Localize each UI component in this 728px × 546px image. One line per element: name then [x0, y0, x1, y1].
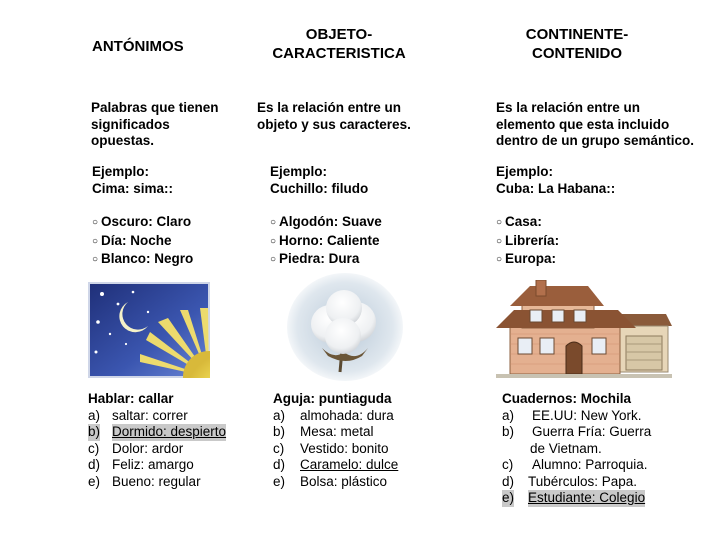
bullet-icon: ○ [270, 235, 277, 247]
definition-objeto [257, 100, 411, 133]
option-item: ○ Algodón: Suave [270, 214, 382, 229]
definition-line: significados [91, 116, 170, 132]
definition-line: Es la relación entre un [257, 100, 402, 115]
answer-item-selected[interactable] [273, 457, 433, 474]
answer-item[interactable] [502, 408, 692, 425]
answer-text: Bolsa: plástico [300, 473, 388, 489]
answer-text: Feliz: amargo [112, 457, 194, 472]
answer-text: almohada: dura [300, 407, 394, 423]
option-item: ○ Blanco: Negro [92, 251, 194, 266]
answer-letter: a) [502, 407, 515, 423]
header-objeto-caracteristica [256, 25, 422, 63]
question-title: Aguja: puntiaguda [273, 391, 392, 406]
answer-text-continuation: de Vietnam. [530, 440, 602, 456]
answer-text: Dormido: despierto [112, 424, 227, 439]
answer-item-selected[interactable] [88, 424, 248, 441]
answer-item[interactable] [502, 457, 692, 474]
answer-item[interactable] [88, 457, 248, 474]
answer-letter: a) [88, 407, 101, 423]
answer-text: Estudiante: Colegio [528, 490, 646, 505]
option-item: ○ Horno: Caliente [270, 232, 380, 248]
answer-letter: c) [88, 440, 100, 456]
answer-item[interactable] [273, 424, 433, 441]
bullet-icon: ○ [496, 235, 503, 247]
example-antonimos [92, 164, 173, 197]
answer-letter: a) [273, 407, 286, 423]
option-item: ○ Librería: [496, 232, 560, 248]
definition-line: opuestas. [91, 133, 155, 148]
answer-text: Caramelo: dulce [300, 457, 399, 472]
bullet-icon: ○ [92, 217, 99, 228]
header-antonimos [92, 37, 202, 56]
answer-letter: c) [502, 457, 514, 472]
answer-letter: e) [88, 473, 101, 489]
bullet-icon: ○ [92, 235, 99, 247]
answer-item[interactable] [502, 424, 692, 441]
example-value: Cima: sima:: [92, 180, 174, 196]
answer-text: Bueno: regular [112, 473, 201, 489]
answer-item[interactable] [88, 408, 248, 425]
answer-text: Dolor: ardor [112, 440, 184, 456]
answer-letter: d) [273, 457, 286, 472]
example-label: Ejemplo: [270, 164, 328, 179]
example-label: Ejemplo: [496, 164, 554, 179]
definition-line: objeto y sus caracteres. [257, 116, 411, 132]
answer-text: EE.UU: New York. [532, 407, 642, 423]
bullet-icon: ○ [496, 217, 503, 228]
exercise-antonimos [88, 391, 248, 490]
exercise-continente [502, 391, 692, 507]
header-continente-contenido [502, 25, 652, 63]
definition-line: Es la relación entre un [496, 100, 641, 115]
answer-letter: e) [502, 490, 515, 505]
definition-antonimos [91, 100, 219, 150]
answer-letter: c) [273, 440, 285, 456]
option-item: ○ Europa: [496, 251, 557, 266]
answer-text: Tubérculos: Papa. [528, 473, 638, 489]
answer-letter: b) [88, 424, 101, 439]
answer-letter: b) [273, 424, 286, 439]
answer-text: Vestido: bonito [300, 440, 389, 456]
bullet-icon: ○ [270, 254, 277, 265]
answer-letter: d) [88, 457, 101, 472]
header-antonimos-text: ANTÓNIMOS [92, 38, 184, 55]
definition-continente [496, 100, 694, 150]
definition-line: dentro de un grupo semántico. [496, 133, 695, 148]
example-value: Cuchillo: filudo [270, 180, 369, 196]
options-antonimos [92, 214, 193, 270]
bullet-icon: ○ [270, 217, 277, 228]
example-objeto [270, 164, 368, 197]
answer-text: Guerra Fría: Guerra [532, 424, 652, 439]
answer-item-selected[interactable] [502, 490, 692, 507]
options-continente [496, 214, 559, 270]
header-line-1: CONTINENTE- [525, 26, 629, 43]
header-line-2: CONTENIDO [532, 45, 622, 62]
option-item: ○ Oscuro: Claro [92, 214, 192, 229]
example-value: Cuba: La Habana:: [496, 180, 616, 196]
example-label: Ejemplo: [92, 164, 150, 179]
answer-item[interactable] [273, 408, 433, 425]
answer-letter: e) [273, 473, 286, 489]
question-title: Cuadernos: Mochila [502, 391, 632, 406]
definition-line: elemento que esta incluido [496, 116, 670, 132]
option-item: ○ Casa: [496, 214, 542, 229]
options-objeto [270, 214, 382, 270]
answer-text: Mesa: metal [300, 424, 374, 439]
example-continente [496, 164, 615, 197]
answer-letter: b) [502, 424, 515, 439]
exercise-objeto [273, 391, 433, 490]
question-title: Hablar: callar [88, 391, 174, 406]
answer-item-continuation [502, 441, 692, 458]
bullet-icon: ○ [92, 254, 99, 265]
definition-line: Palabras que tienen [91, 100, 219, 115]
answer-text: Alumno: Parroquia. [532, 457, 648, 472]
header-line-1: OBJETO- [305, 26, 373, 43]
option-item: ○ Día: Noche [92, 232, 172, 248]
bullet-icon: ○ [496, 254, 503, 265]
answer-item[interactable] [273, 474, 433, 491]
house-image [496, 280, 672, 380]
answer-item[interactable] [502, 474, 692, 491]
night-moon-sun-image [88, 282, 210, 378]
answer-item[interactable] [88, 474, 248, 491]
header-line-2: CARACTERISTICA [272, 45, 406, 62]
answer-item[interactable] [88, 441, 248, 458]
cotton-image [286, 272, 404, 382]
option-item: ○ Piedra: Dura [270, 251, 360, 266]
answer-text: saltar: correr [112, 407, 188, 423]
answer-letter: d) [502, 473, 515, 489]
answer-item[interactable] [273, 441, 433, 458]
